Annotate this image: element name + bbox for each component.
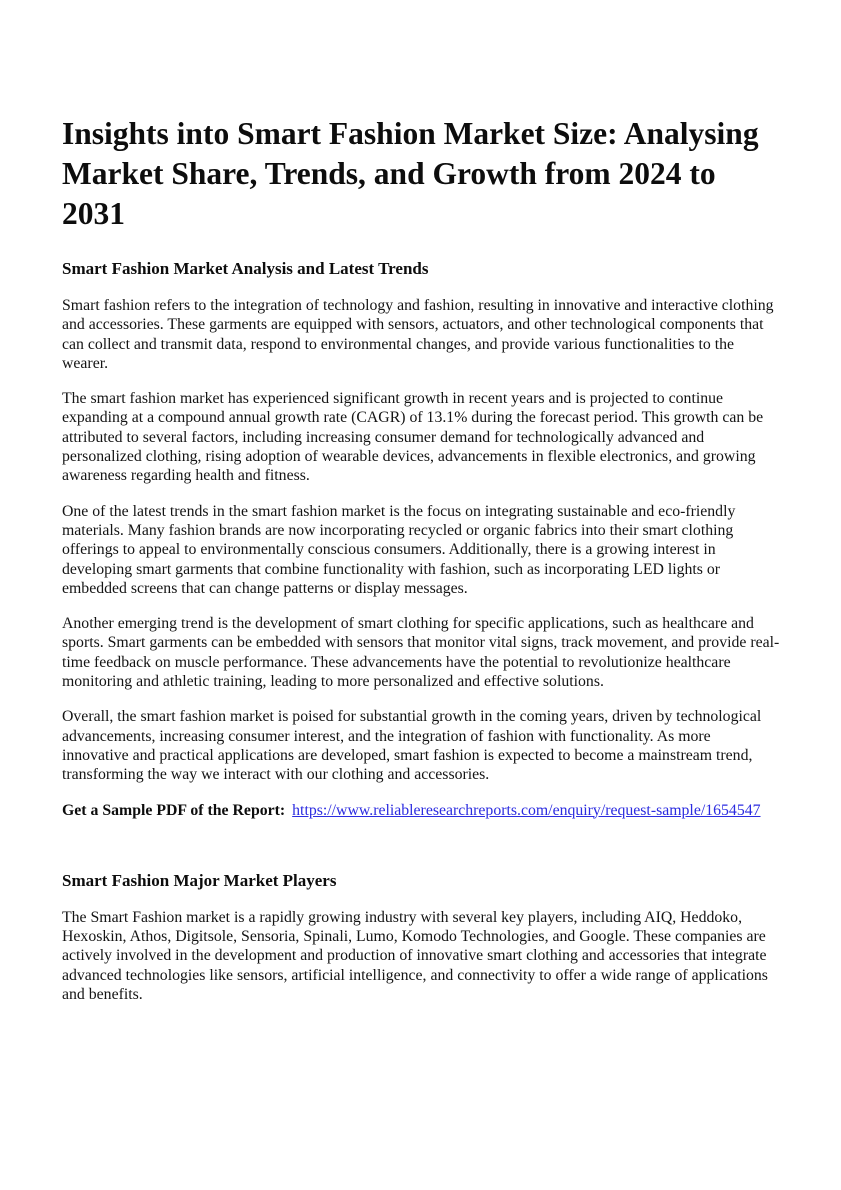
paragraph-smart-fashion-definition: Smart fashion refers to the integration of technology and fashion, resulting in innovative and interactive clothing and accessories. These garments are equipped with sensors, actuators, and other technological components that can collect and transmit data, respond to environmental changes, and provide various functionalities to the wearer.	[62, 297, 774, 372]
paragraph-overall-outlook: Overall, the smart fashion market is poised for substantial growth in the coming years, driven by technological advancements, increasing consumer interest, and the integration of fashion with functionality. As more innovative and practical applications are developed, smart fashion is expected to become a mainstream trend, transforming the way we interact with our clothing and accessories.	[62, 708, 762, 784]
section-heading-analysis: Smart Fashion Market Analysis and Latest Trends	[62, 259, 429, 278]
paragraph-major-players: The Smart Fashion market is a rapidly growing industry with several key players, including AIQ, Heddoko, Hexoskin, Athos, Digitsole, Sensoria, Spinali, Lumo, Komodo Technologies, and Google. These companies are actively involved in the development and production of innovative smart clothing and accessories that integrate advanced technologies like sensors, artificial intelligence, and connectivity to offer a wide range of applications and benefits.	[62, 908, 768, 1004]
sample-pdf-label: Get a Sample PDF of the Report:	[62, 801, 286, 819]
article	[62, 114, 781, 1020]
section-heading-players: Smart Fashion Major Market Players	[62, 870, 337, 890]
sample-pdf-link[interactable]: https://www.reliableresearchreports.com/enquiry/request-sample/1654547	[292, 801, 761, 819]
article-title: Insights into Smart Fashion Market Size: Analysing Market Share, Trends, and Growth from 2024 to 2031	[62, 116, 759, 231]
paragraph-applications-trend: Another emerging trend is the development of smart clothing for specific applications, such as healthcare and sports. Smart garments can be embedded with sensors that monitor vital signs, track movement, and provide real-time feedback on muscle performance. These advancements have the potential to revolutionize healthcare monitoring and athletic training, leading to more personalized and effective solutions.	[62, 615, 780, 691]
sample-pdf-line	[62, 801, 781, 820]
paragraph-sustainability-trend: One of the latest trends in the smart fashion market is the focus on integrating sustainable and eco-friendly materials. Many fashion brands are now incorporating recycled or organic fabrics into their smart clothing offerings to appeal to environmentally conscious consumers. Additionally, there is a growing interest in developing smart garments that combine functionality with fashion, such as incorporating LED lights or embedded screens that can change patterns or display messages.	[62, 502, 736, 597]
paragraph-market-growth-cagr: The smart fashion market has experienced significant growth in recent years and is projected to continue expanding at a compound annual growth rate (CAGR) of 13.1% during the forecast period. This growth can be attributed to several factors, including increasing consumer demand for technologically advanced and personalized clothing, rising adoption of wearable devices, advancements in flexible electronics, and growing awareness regarding health and fitness.	[62, 390, 764, 485]
